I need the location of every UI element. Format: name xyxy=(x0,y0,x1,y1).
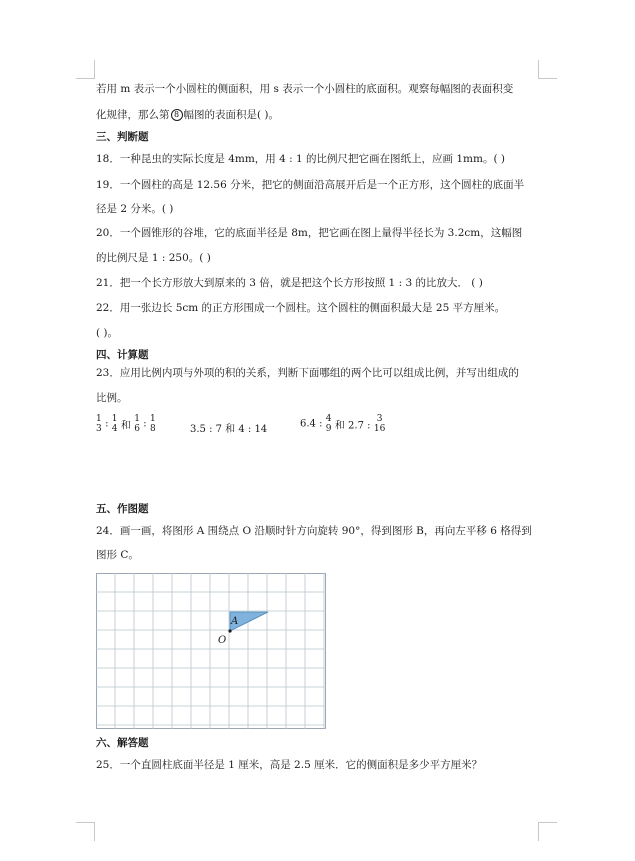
fraction: 1 6 xyxy=(134,414,140,434)
circled-number: 8 xyxy=(171,109,183,121)
intro-line-2 xyxy=(96,108,279,122)
fraction: 1 8 xyxy=(150,414,156,434)
section-4-heading: 四、计算题 xyxy=(96,349,149,361)
expression-1 xyxy=(96,414,156,434)
question-22-line-1: 22．用一张边长 5cm 的正方形围成一个圆柱。这个圆柱的侧面积最大是 25 平方厘米。 xyxy=(96,302,506,314)
grid-border xyxy=(97,574,326,729)
intro-line-2-post: 幅图的表面积是( )。 xyxy=(183,109,280,121)
colon: : xyxy=(105,418,109,430)
point-o-label: O xyxy=(218,635,227,646)
expression-2 xyxy=(190,420,267,435)
fraction: 1 3 xyxy=(96,414,102,434)
shape-a-label: A xyxy=(231,616,239,627)
question-21: 21．把一个长方形放大到原来的 3 倍，就是把这个长方形按照 1 : 3 的比放大． ( ) xyxy=(96,277,483,289)
question-20-line-2: 的比例尺是 1 : 250。( ) xyxy=(96,252,211,264)
fraction: 3 16 xyxy=(373,414,386,434)
question-18: 18．一种昆虫的实际长度是 4mm，用 4 : 1 的比例尺把它画在图纸上，应画 1mm。( ) xyxy=(96,153,506,165)
question-22-line-2: ( )。 xyxy=(96,327,119,339)
fraction: 1 4 xyxy=(111,414,118,434)
expression-3-pre: 6.4 : xyxy=(300,418,323,430)
point-o xyxy=(228,629,231,632)
expression-3 xyxy=(300,414,385,434)
question-19-line-1: 19．一个圆柱的高是 12.56 分米，把它的侧面沿高展开后是一个正方形，这个圆柱的底面半 xyxy=(96,179,525,191)
crop-mark-bottom-left xyxy=(76,822,95,841)
crop-mark-bottom-right xyxy=(538,822,557,841)
question-23-line-1: 23．应用比例内项与外项的积的关系，判断下面哪组的两个比可以组成比例，并写出组成的 xyxy=(96,367,519,379)
question-23-line-2: 比例。 xyxy=(96,392,128,404)
drawing-grid[interactable] xyxy=(96,573,326,729)
crop-mark-top-right xyxy=(538,60,557,79)
question-24-line-2: 图形 C。 xyxy=(96,549,139,561)
and-word: 和 xyxy=(120,420,131,432)
question-24-line-1: 24．画一画，将图形 A 围绕点 O 沿顺时针方向旋转 90°，得到图形 B，再向左平移 6 格得到 xyxy=(96,525,532,537)
expression-3-mid: 和 2.7 : xyxy=(334,420,371,432)
fraction: 4 9 xyxy=(325,414,332,434)
section-6-heading: 六、解答题 xyxy=(96,737,149,749)
section-3-heading: 三、判断题 xyxy=(96,131,149,143)
expression-2-text: 3.5 : 7 和 4 : 14 xyxy=(190,424,268,435)
question-20-line-1: 20．一个圆锥形的谷堆，它的底面半径是 8m，把它画在图上量得半径长为 3.2cm，这幅图 xyxy=(96,227,523,239)
intro-line-2-pre: 化规律，那么第 xyxy=(96,109,170,121)
intro-line-1: 若用 m 表示一个小圆柱的侧面积，用 s 表示一个小圆柱的底面积。观察每幅图的表面积变 xyxy=(96,83,514,95)
colon: : xyxy=(143,418,147,430)
crop-mark-top-left xyxy=(76,60,95,79)
question-25: 25．一个直圆柱底面半径是 1 厘米，高是 2.5 厘米．它的侧面积是多少平方厘米？ xyxy=(96,759,483,771)
question-19-line-2: 径是 2 分米。( ) xyxy=(96,203,174,215)
section-5-heading: 五、作图题 xyxy=(96,503,149,515)
